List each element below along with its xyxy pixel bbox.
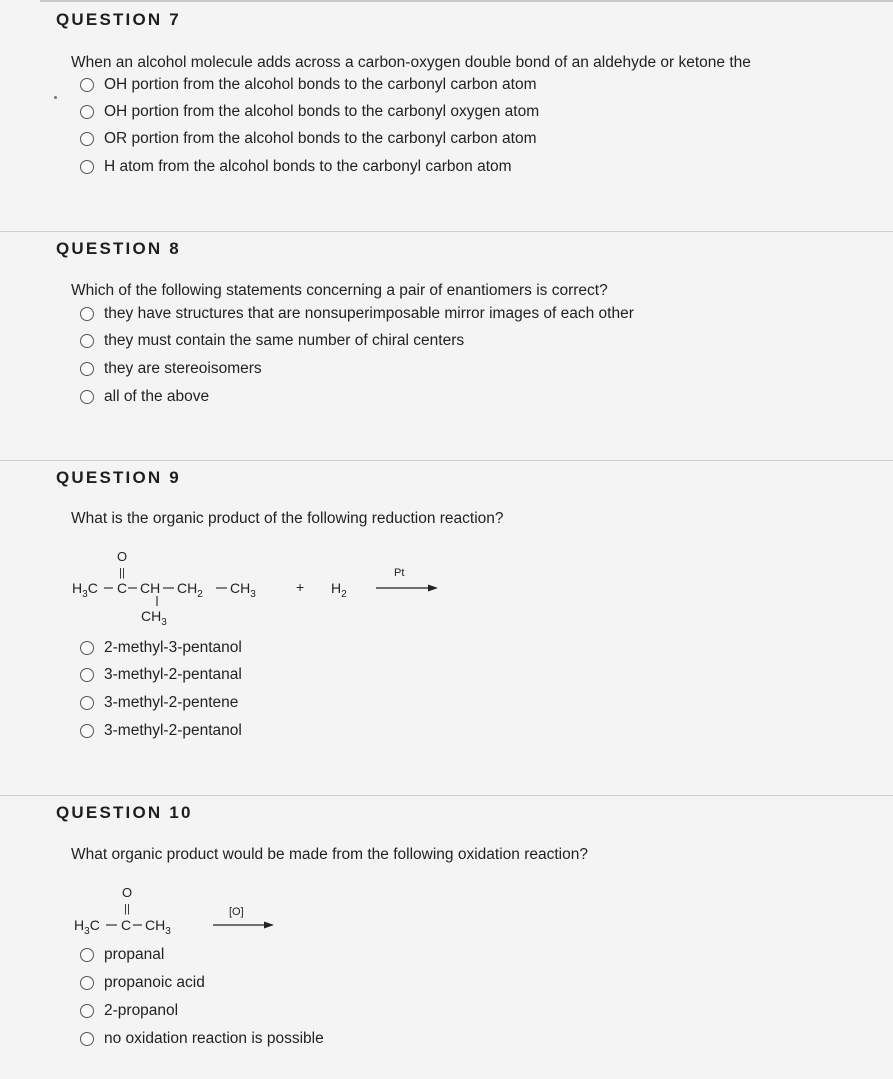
catalyst-label: Pt <box>394 567 405 579</box>
plus-sign: + <box>296 579 305 595</box>
option-label: OH portion from the alcohol bonds to the carbonyl oxygen atom <box>104 103 540 120</box>
question-title: QUESTION 8 <box>56 239 181 258</box>
answer-option[interactable] <box>80 945 164 965</box>
option-label: all of the above <box>104 388 210 405</box>
option-label: 3-methyl-2-pentene <box>104 694 239 711</box>
oxidant-label: [O] <box>229 906 244 918</box>
carbonyl-carbon: C <box>121 917 132 933</box>
answer-option[interactable] <box>80 973 205 993</box>
option-label: no oxidation reaction is possible <box>104 1030 324 1047</box>
option-label: 3-methyl-2-pentanal <box>104 666 242 683</box>
carbonyl-carbon: C <box>117 580 128 596</box>
double-bond: || <box>119 567 125 579</box>
option-label: OH portion from the alcohol bonds to the carbonyl carbon atom <box>104 76 537 93</box>
oxygen-atom: O <box>121 885 133 900</box>
option-label: they have structures that are nonsuperimposable mirror images of each other <box>104 305 634 322</box>
ch2-group: $CH_2$ <box>177 580 203 600</box>
methyl-branch: $CH_3$ <box>141 608 167 628</box>
option-label: 2-methyl-3-pentanol <box>104 639 242 656</box>
question-prompt: What organic product would be made from the following oxidation reaction? <box>71 846 588 863</box>
oxygen-atom: O <box>116 549 128 564</box>
option-label: 2-propanol <box>104 1002 179 1019</box>
question-title: QUESTION 9 <box>56 468 181 487</box>
double-bond: || <box>124 903 130 915</box>
methyl-right: $CH_3$ <box>230 580 256 600</box>
methyl-right: $CH_3$ <box>145 917 171 937</box>
option-label: they are stereoisomers <box>104 360 262 377</box>
hydrogen-reagent: $H_2$ <box>331 580 347 600</box>
radio-button[interactable] <box>80 1032 94 1046</box>
radio-button[interactable] <box>80 976 94 990</box>
answer-option[interactable] <box>80 1029 324 1049</box>
arrow-head <box>264 922 274 929</box>
radio-button[interactable] <box>80 948 94 962</box>
option-label: OR portion from the alcohol bonds to the carbonyl carbon atom <box>104 130 537 147</box>
ch-group: CH <box>140 580 161 596</box>
answer-option[interactable] <box>80 1001 178 1021</box>
question-title: QUESTION 7 <box>56 10 181 29</box>
question-title: QUESTION 10 <box>56 803 193 822</box>
methyl-left: $H_3C$ <box>74 917 100 937</box>
question-prompt: When an alcohol molecule adds across a carbon-oxygen double bond of an aldehyde or ketone the <box>71 54 751 71</box>
methyl-left: $H_3C$ <box>72 580 98 600</box>
option-label: propanal <box>104 946 165 963</box>
question-prompt: Which of the following statements concerning a pair of enantiomers is correct? <box>71 282 608 299</box>
radio-button[interactable] <box>80 1004 94 1018</box>
option-label: H atom from the alcohol bonds to the carbonyl carbon atom <box>104 158 512 175</box>
option-label: they must contain the same number of chiral centers <box>104 332 465 349</box>
option-label: 3-methyl-2-pentanol <box>104 722 242 739</box>
option-label: propanoic acid <box>104 974 205 991</box>
question-prompt: What is the organic product of the following reduction reaction? <box>71 510 504 527</box>
